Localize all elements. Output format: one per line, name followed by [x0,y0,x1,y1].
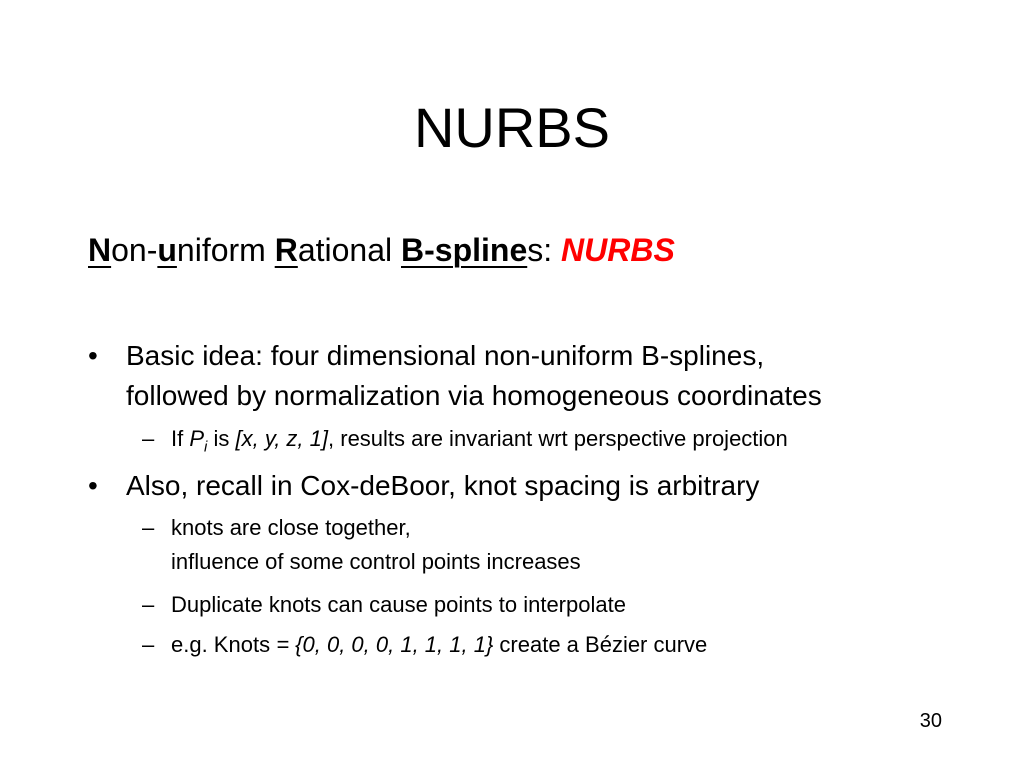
bullet-mark: • [88,470,98,501]
sub-text-variable: P [189,426,205,451]
bullet-mark: • [88,340,98,371]
sub-text-mid: is [207,426,236,451]
sub-bullet-mark: – [142,592,155,617]
sub-bullet-mark: – [142,632,155,657]
sub-text-post: , results are invariant wrt perspective projection [328,426,788,451]
bullet-text-line-2: followed by normalization via homogeneous coordinates [126,380,822,411]
slide-subtitle [88,226,675,274]
sub-text-pre: e.g. Knots [171,632,277,657]
sub-text-pre: If [171,426,190,451]
sub-bullet-text [171,422,788,464]
sub-bullet-mark: – [142,426,155,451]
subtitle-acronym: NURBS [561,232,675,268]
subtitle-bspline-initial: B-spline [401,232,528,268]
sub-text-vector: [x, y, z, 1] [235,426,329,451]
sub-text-knot-vector: = {0, 0, 0, 0, 1, 1, 1, 1} [276,632,494,657]
sub-text-post: create a Bézier curve [493,632,708,657]
subtitle-n-initial: N [88,232,112,268]
slide-title: NURBS [413,96,611,159]
subtitle-u-rest: niform [176,232,275,268]
sub-bullet-mark: – [142,515,155,540]
sub-bullet-text-line-1: knots are close together, [171,515,411,540]
subtitle-bspline-rest: s: [527,232,562,268]
sub-bullet-text-line-2: influence of some control points increases [171,549,581,574]
subtitle-u-initial: u [157,232,177,268]
bullet-text-line-1: Basic idea: four dimensional non-uniform B-splines, [126,340,765,371]
sub-bullet-text [171,628,707,662]
page-number: 30 [919,710,942,732]
sub-bullet-text: Duplicate knots can cause points to interpolate [171,592,626,617]
bullet-text-line-1: Also, recall in Cox-deBoor, knot spacing is arbitrary [126,470,760,501]
subtitle-r-initial: R [274,232,298,268]
subtitle-n-rest: on- [111,232,158,268]
subtitle-r-rest: ational [297,232,401,268]
sub-text-index: i [204,438,208,456]
